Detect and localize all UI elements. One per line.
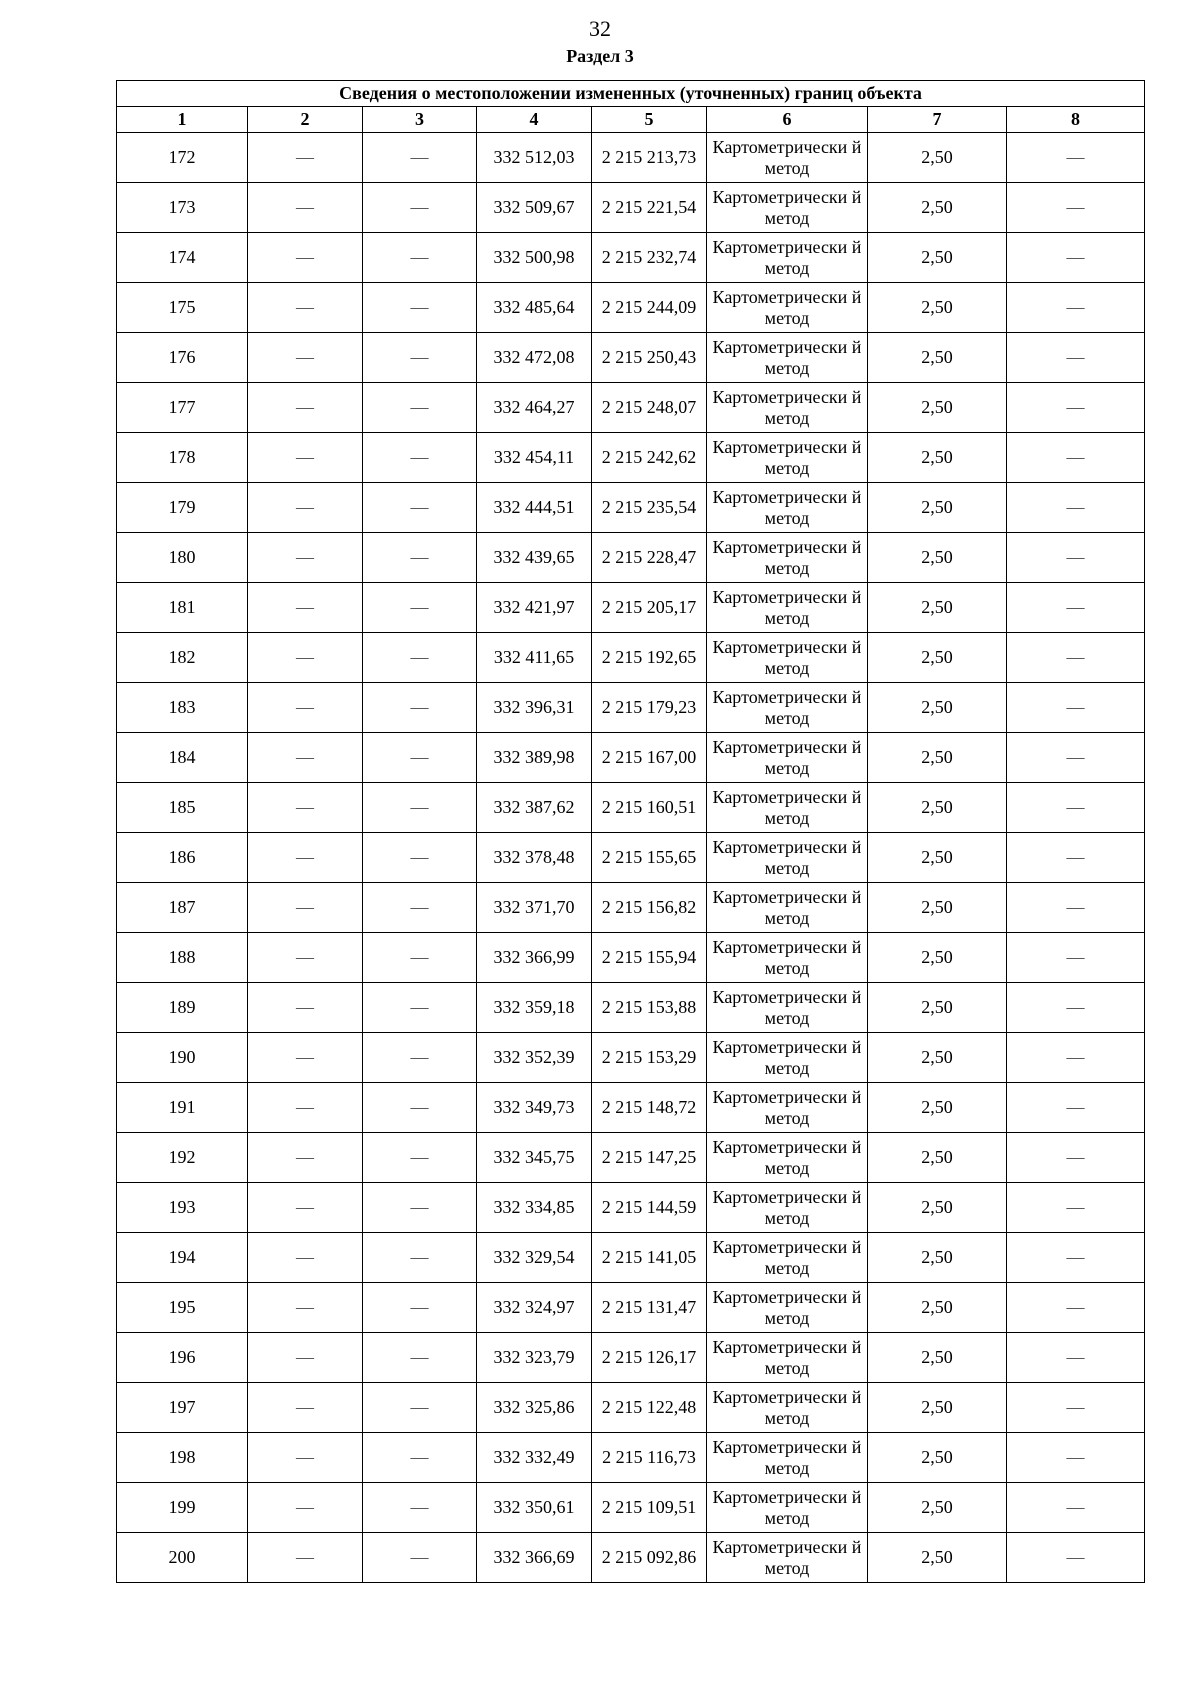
- cell-precision: 2,50: [868, 1233, 1007, 1283]
- cell-col-8: —: [1007, 983, 1145, 1033]
- cell-col-3: —: [363, 333, 477, 383]
- cell-point-number: 195: [117, 1283, 248, 1333]
- cell-col-3: —: [363, 433, 477, 483]
- cell-col-3: —: [363, 633, 477, 683]
- cell-coord-y: 2 215 244,09: [592, 283, 707, 333]
- table-row: [117, 783, 1145, 833]
- cell-coord-y: 2 215 153,29: [592, 1033, 707, 1083]
- cell-col-2: —: [248, 133, 363, 183]
- cell-col-2: —: [248, 1383, 363, 1433]
- cell-col-2: —: [248, 833, 363, 883]
- cell-method: Картометрически й метод: [707, 1483, 868, 1533]
- column-header-7: 7: [868, 107, 1007, 133]
- cell-coord-y: 2 215 213,73: [592, 133, 707, 183]
- cell-precision: 2,50: [868, 783, 1007, 833]
- cell-point-number: 176: [117, 333, 248, 383]
- cell-coord-y: 2 215 167,00: [592, 733, 707, 783]
- cell-col-2: —: [248, 733, 363, 783]
- section-title: Раздел 3: [566, 46, 634, 66]
- cell-col-3: —: [363, 1433, 477, 1483]
- cell-precision: 2,50: [868, 283, 1007, 333]
- cell-col-8: —: [1007, 1283, 1145, 1333]
- cell-col-8: —: [1007, 633, 1145, 683]
- cell-col-3: —: [363, 1033, 477, 1083]
- cell-coord-x: 332 352,39: [477, 1033, 592, 1083]
- cell-col-8: —: [1007, 383, 1145, 433]
- cell-coord-x: 332 366,99: [477, 933, 592, 983]
- cell-col-8: —: [1007, 733, 1145, 783]
- cell-col-3: —: [363, 933, 477, 983]
- table-row: [117, 733, 1145, 783]
- cell-method: Картометрически й метод: [707, 833, 868, 883]
- cell-point-number: 186: [117, 833, 248, 883]
- cell-precision: 2,50: [868, 683, 1007, 733]
- cell-coord-x: 332 444,51: [477, 483, 592, 533]
- table-row: [117, 383, 1145, 433]
- cell-coord-y: 2 215 092,86: [592, 1533, 707, 1583]
- cell-col-8: —: [1007, 1033, 1145, 1083]
- cell-point-number: 199: [117, 1483, 248, 1533]
- table-row: [117, 283, 1145, 333]
- cell-coord-x: 332 345,75: [477, 1133, 592, 1183]
- table-row: [117, 1433, 1145, 1483]
- cell-coord-y: 2 215 192,65: [592, 633, 707, 683]
- cell-col-3: —: [363, 733, 477, 783]
- table-row: [117, 433, 1145, 483]
- cell-coord-x: 332 366,69: [477, 1533, 592, 1583]
- cell-coord-x: 332 378,48: [477, 833, 592, 883]
- cell-method: Картометрически й метод: [707, 683, 868, 733]
- cell-col-2: —: [248, 1083, 363, 1133]
- cell-coord-y: 2 215 221,54: [592, 183, 707, 233]
- cell-col-2: —: [248, 433, 363, 483]
- cell-coord-x: 332 485,64: [477, 283, 592, 333]
- cell-method: Картометрически й метод: [707, 1233, 868, 1283]
- cell-coord-y: 2 215 248,07: [592, 383, 707, 433]
- cell-col-2: —: [248, 1183, 363, 1233]
- cell-col-8: —: [1007, 133, 1145, 183]
- cell-point-number: 178: [117, 433, 248, 483]
- cell-coord-y: 2 215 155,65: [592, 833, 707, 883]
- cell-col-2: —: [248, 1433, 363, 1483]
- table-row: [117, 333, 1145, 383]
- cell-col-2: —: [248, 1333, 363, 1383]
- table-row: [117, 583, 1145, 633]
- column-header-3: 3: [363, 107, 477, 133]
- cell-col-2: —: [248, 683, 363, 733]
- cell-col-8: —: [1007, 833, 1145, 883]
- column-header-2: 2: [248, 107, 363, 133]
- cell-point-number: 197: [117, 1383, 248, 1433]
- cell-coord-x: 332 472,08: [477, 333, 592, 383]
- cell-point-number: 172: [117, 133, 248, 183]
- table-row: [117, 533, 1145, 583]
- cell-col-8: —: [1007, 1133, 1145, 1183]
- cell-coord-y: 2 215 148,72: [592, 1083, 707, 1133]
- cell-precision: 2,50: [868, 233, 1007, 283]
- cell-precision: 2,50: [868, 383, 1007, 433]
- cell-col-8: —: [1007, 1433, 1145, 1483]
- cell-method: Картометрически й метод: [707, 1183, 868, 1233]
- cell-col-2: —: [248, 1483, 363, 1533]
- cell-coord-x: 332 324,97: [477, 1283, 592, 1333]
- cell-coord-y: 2 215 242,62: [592, 433, 707, 483]
- cell-col-2: —: [248, 483, 363, 533]
- column-header-1: 1: [117, 107, 248, 133]
- cell-coord-x: 332 396,31: [477, 683, 592, 733]
- cell-coord-y: 2 215 141,05: [592, 1233, 707, 1283]
- cell-col-8: —: [1007, 433, 1145, 483]
- cell-coord-y: 2 215 155,94: [592, 933, 707, 983]
- cell-method: Картометрически й метод: [707, 1333, 868, 1383]
- cell-precision: 2,50: [868, 1383, 1007, 1433]
- cell-col-3: —: [363, 1383, 477, 1433]
- cell-col-3: —: [363, 233, 477, 283]
- cell-coord-x: 332 329,54: [477, 1233, 592, 1283]
- cell-col-2: —: [248, 233, 363, 283]
- cell-method: Картометрически й метод: [707, 783, 868, 833]
- cell-precision: 2,50: [868, 633, 1007, 683]
- cell-col-8: —: [1007, 1183, 1145, 1233]
- cell-method: Картометрически й метод: [707, 883, 868, 933]
- cell-coord-y: 2 215 122,48: [592, 1383, 707, 1433]
- cell-coord-y: 2 215 250,43: [592, 333, 707, 383]
- cell-method: Картометрически й метод: [707, 1133, 868, 1183]
- cell-coord-x: 332 421,97: [477, 583, 592, 633]
- cell-coord-y: 2 215 131,47: [592, 1283, 707, 1333]
- table-row: [117, 1383, 1145, 1433]
- cell-coord-x: 332 350,61: [477, 1483, 592, 1533]
- cell-point-number: 174: [117, 233, 248, 283]
- cell-coord-y: 2 215 156,82: [592, 883, 707, 933]
- column-header-row: [117, 107, 1145, 133]
- table-row: [117, 883, 1145, 933]
- cell-coord-x: 332 389,98: [477, 733, 592, 783]
- cell-point-number: 183: [117, 683, 248, 733]
- cell-method: Картометрически й метод: [707, 1283, 868, 1333]
- cell-coord-y: 2 215 147,25: [592, 1133, 707, 1183]
- cell-col-8: —: [1007, 483, 1145, 533]
- cell-coord-x: 332 509,67: [477, 183, 592, 233]
- cell-precision: 2,50: [868, 1033, 1007, 1083]
- cell-point-number: 182: [117, 633, 248, 683]
- cell-coord-y: 2 215 232,74: [592, 233, 707, 283]
- cell-coord-x: 332 500,98: [477, 233, 592, 283]
- cell-col-2: —: [248, 533, 363, 583]
- cell-coord-y: 2 215 116,73: [592, 1433, 707, 1483]
- cell-col-2: —: [248, 1283, 363, 1333]
- table-row: [117, 1133, 1145, 1183]
- cell-col-2: —: [248, 283, 363, 333]
- cell-method: Картометрически й метод: [707, 1383, 868, 1433]
- table-row: [117, 983, 1145, 1033]
- cell-point-number: 196: [117, 1333, 248, 1383]
- cell-point-number: 192: [117, 1133, 248, 1183]
- cell-coord-y: 2 215 228,47: [592, 533, 707, 583]
- cell-col-2: —: [248, 583, 363, 633]
- cell-col-3: —: [363, 1283, 477, 1333]
- cell-precision: 2,50: [868, 1083, 1007, 1133]
- table-row: [117, 483, 1145, 533]
- table-row: [117, 833, 1145, 883]
- cell-coord-y: 2 215 235,54: [592, 483, 707, 533]
- cell-precision: 2,50: [868, 1533, 1007, 1583]
- column-header-4: 4: [477, 107, 592, 133]
- cell-point-number: 194: [117, 1233, 248, 1283]
- cell-point-number: 187: [117, 883, 248, 933]
- cell-col-2: —: [248, 1033, 363, 1083]
- cell-col-2: —: [248, 933, 363, 983]
- table-row: [117, 683, 1145, 733]
- cell-col-8: —: [1007, 583, 1145, 633]
- cell-coord-y: 2 215 126,17: [592, 1333, 707, 1383]
- cell-col-3: —: [363, 183, 477, 233]
- cell-method: Картометрически й метод: [707, 283, 868, 333]
- table-row: [117, 1183, 1145, 1233]
- cell-point-number: 181: [117, 583, 248, 633]
- cell-coord-y: 2 215 160,51: [592, 783, 707, 833]
- cell-col-3: —: [363, 1483, 477, 1533]
- cell-col-8: —: [1007, 1383, 1145, 1433]
- cell-col-8: —: [1007, 1083, 1145, 1133]
- cell-point-number: 179: [117, 483, 248, 533]
- cell-method: Картометрически й метод: [707, 133, 868, 183]
- cell-method: Картометрически й метод: [707, 633, 868, 683]
- cell-precision: 2,50: [868, 333, 1007, 383]
- cell-col-3: —: [363, 1183, 477, 1233]
- cell-precision: 2,50: [868, 533, 1007, 583]
- cell-point-number: 200: [117, 1533, 248, 1583]
- cell-precision: 2,50: [868, 933, 1007, 983]
- cell-coord-y: 2 215 153,88: [592, 983, 707, 1033]
- cell-col-3: —: [363, 1333, 477, 1383]
- cell-method: Картометрически й метод: [707, 233, 868, 283]
- cell-coord-x: 332 334,85: [477, 1183, 592, 1233]
- table-row: [117, 1233, 1145, 1283]
- cell-col-3: —: [363, 483, 477, 533]
- table-row: [117, 133, 1145, 183]
- table-row: [117, 1533, 1145, 1583]
- cell-point-number: 180: [117, 533, 248, 583]
- cell-col-3: —: [363, 833, 477, 883]
- cell-col-2: —: [248, 183, 363, 233]
- cell-precision: 2,50: [868, 1133, 1007, 1183]
- page-number: 32: [589, 16, 611, 41]
- cell-precision: 2,50: [868, 1333, 1007, 1383]
- cell-col-8: —: [1007, 333, 1145, 383]
- table-caption: Сведения о местоположении измененных (уточненных) границ объекта: [117, 81, 1145, 107]
- cell-coord-y: 2 215 179,23: [592, 683, 707, 733]
- cell-method: Картометрически й метод: [707, 983, 868, 1033]
- cell-col-3: —: [363, 683, 477, 733]
- column-header-5: 5: [592, 107, 707, 133]
- cell-precision: 2,50: [868, 883, 1007, 933]
- cell-col-2: —: [248, 983, 363, 1033]
- cell-coord-x: 332 325,86: [477, 1383, 592, 1433]
- table-row: [117, 633, 1145, 683]
- cell-method: Картометрически й метод: [707, 483, 868, 533]
- table-row: [117, 1033, 1145, 1083]
- cell-coord-x: 332 371,70: [477, 883, 592, 933]
- cell-method: Картометрически й метод: [707, 1433, 868, 1483]
- cell-col-2: —: [248, 1533, 363, 1583]
- cell-col-8: —: [1007, 183, 1145, 233]
- cell-method: Картометрически й метод: [707, 533, 868, 583]
- cell-precision: 2,50: [868, 983, 1007, 1033]
- cell-col-8: —: [1007, 283, 1145, 333]
- cell-coord-y: 2 215 109,51: [592, 1483, 707, 1533]
- cell-col-2: —: [248, 633, 363, 683]
- cell-point-number: 190: [117, 1033, 248, 1083]
- cell-coord-x: 332 512,03: [477, 133, 592, 183]
- cell-method: Картометрически й метод: [707, 733, 868, 783]
- coordinates-table: [116, 80, 1145, 1583]
- cell-col-8: —: [1007, 783, 1145, 833]
- cell-col-3: —: [363, 1533, 477, 1583]
- cell-coord-x: 332 454,11: [477, 433, 592, 483]
- table-row: [117, 233, 1145, 283]
- cell-precision: 2,50: [868, 733, 1007, 783]
- cell-col-8: —: [1007, 883, 1145, 933]
- cell-method: Картометрически й метод: [707, 933, 868, 983]
- column-header-8: 8: [1007, 107, 1145, 133]
- cell-coord-x: 332 387,62: [477, 783, 592, 833]
- cell-precision: 2,50: [868, 433, 1007, 483]
- cell-coord-x: 332 464,27: [477, 383, 592, 433]
- table-body: [117, 133, 1145, 1583]
- cell-precision: 2,50: [868, 483, 1007, 533]
- cell-col-2: —: [248, 783, 363, 833]
- cell-col-8: —: [1007, 933, 1145, 983]
- cell-col-2: —: [248, 883, 363, 933]
- cell-col-3: —: [363, 383, 477, 433]
- cell-coord-x: 332 411,65: [477, 633, 592, 683]
- table-row: [117, 183, 1145, 233]
- cell-coord-x: 332 359,18: [477, 983, 592, 1033]
- cell-point-number: 173: [117, 183, 248, 233]
- cell-precision: 2,50: [868, 583, 1007, 633]
- cell-point-number: 177: [117, 383, 248, 433]
- table-row: [117, 933, 1145, 983]
- cell-method: Картометрически й метод: [707, 1083, 868, 1133]
- cell-point-number: 189: [117, 983, 248, 1033]
- cell-precision: 2,50: [868, 1183, 1007, 1233]
- cell-coord-x: 332 349,73: [477, 1083, 592, 1133]
- cell-col-8: —: [1007, 1483, 1145, 1533]
- cell-col-2: —: [248, 1233, 363, 1283]
- cell-precision: 2,50: [868, 1433, 1007, 1483]
- cell-col-8: —: [1007, 1233, 1145, 1283]
- cell-col-3: —: [363, 883, 477, 933]
- cell-precision: 2,50: [868, 1483, 1007, 1533]
- cell-col-8: —: [1007, 233, 1145, 283]
- cell-coord-y: 2 215 144,59: [592, 1183, 707, 1233]
- cell-col-3: —: [363, 533, 477, 583]
- cell-col-2: —: [248, 333, 363, 383]
- cell-point-number: 191: [117, 1083, 248, 1133]
- cell-method: Картометрически й метод: [707, 1533, 868, 1583]
- table-row: [117, 1083, 1145, 1133]
- cell-col-3: —: [363, 1233, 477, 1283]
- cell-method: Картометрически й метод: [707, 433, 868, 483]
- cell-col-3: —: [363, 1083, 477, 1133]
- cell-method: Картометрически й метод: [707, 383, 868, 433]
- cell-coord-x: 332 439,65: [477, 533, 592, 583]
- cell-col-3: —: [363, 1133, 477, 1183]
- column-header-6: 6: [707, 107, 868, 133]
- cell-col-2: —: [248, 383, 363, 433]
- cell-method: Картометрически й метод: [707, 583, 868, 633]
- cell-method: Картометрически й метод: [707, 1033, 868, 1083]
- cell-col-3: —: [363, 583, 477, 633]
- cell-precision: 2,50: [868, 183, 1007, 233]
- cell-coord-x: 332 332,49: [477, 1433, 592, 1483]
- cell-coord-x: 332 323,79: [477, 1333, 592, 1383]
- cell-point-number: 184: [117, 733, 248, 783]
- cell-col-2: —: [248, 1133, 363, 1183]
- table-row: [117, 1333, 1145, 1383]
- cell-point-number: 188: [117, 933, 248, 983]
- cell-precision: 2,50: [868, 133, 1007, 183]
- cell-precision: 2,50: [868, 833, 1007, 883]
- cell-col-3: —: [363, 983, 477, 1033]
- cell-point-number: 198: [117, 1433, 248, 1483]
- cell-col-8: —: [1007, 1533, 1145, 1583]
- cell-precision: 2,50: [868, 1283, 1007, 1333]
- table-row: [117, 1283, 1145, 1333]
- cell-col-3: —: [363, 283, 477, 333]
- cell-col-8: —: [1007, 683, 1145, 733]
- cell-method: Картометрически й метод: [707, 183, 868, 233]
- cell-col-8: —: [1007, 1333, 1145, 1383]
- cell-col-3: —: [363, 783, 477, 833]
- table-row: [117, 1483, 1145, 1533]
- cell-col-3: —: [363, 133, 477, 183]
- cell-point-number: 193: [117, 1183, 248, 1233]
- cell-coord-y: 2 215 205,17: [592, 583, 707, 633]
- cell-point-number: 175: [117, 283, 248, 333]
- cell-col-8: —: [1007, 533, 1145, 583]
- cell-point-number: 185: [117, 783, 248, 833]
- cell-method: Картометрически й метод: [707, 333, 868, 383]
